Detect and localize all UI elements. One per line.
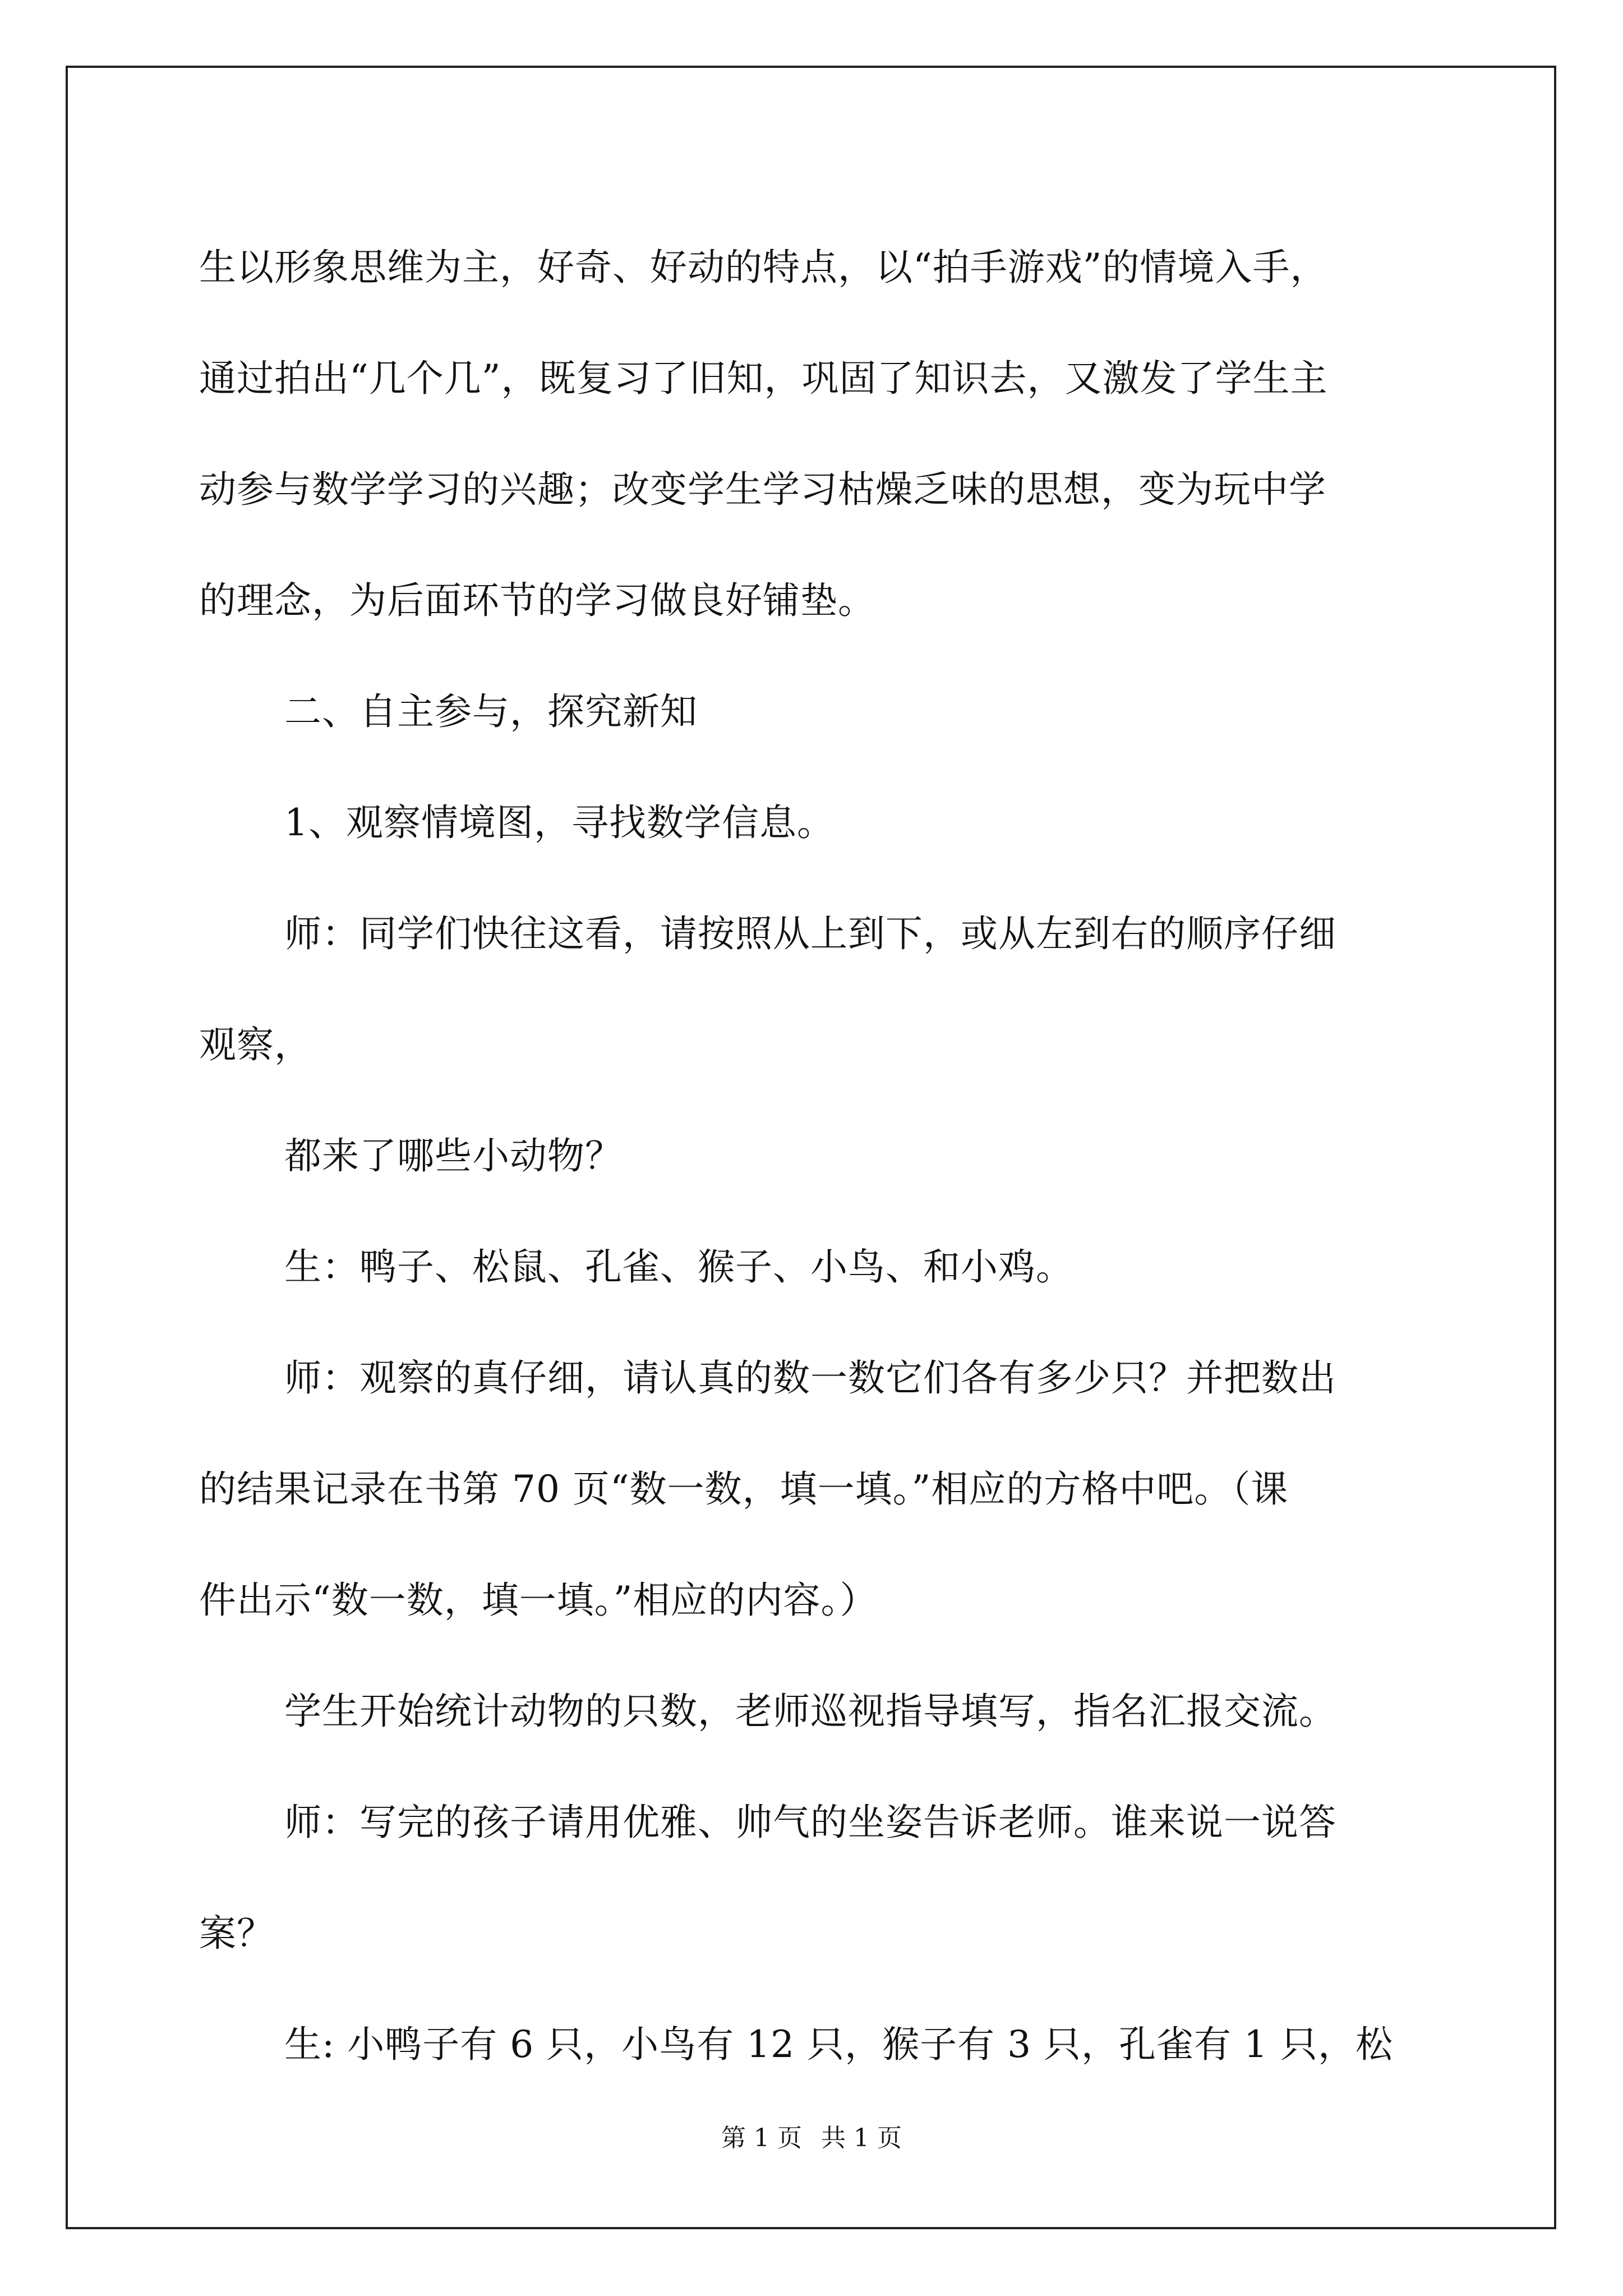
text-line: 师：写完的孩子请用优雅、帅气的坐姿告诉老师。谁来说一说答	[284, 1801, 1336, 1844]
text-line: 的结果记录在书第 70 页“数一数，填一填。”相应的方格中吧。（课	[199, 1467, 1289, 1511]
text-line: 师：观察的真仔细，请认真的数一数它们各有多少只？并把数出	[284, 1356, 1336, 1400]
section-heading: 二、自主参与，探究新知	[284, 690, 698, 733]
document-body	[199, 212, 1433, 2100]
text-line: 通过拍出“几个几”，既复习了旧知，巩固了知识去，又激发了学生主	[199, 357, 1328, 400]
text-line: 生: 小鸭子有 6 只，小鸟有 12 只，猴子有 3 只，孔雀有 1 只，松	[284, 2023, 1394, 2066]
text-line: 生：鸭子、松鼠、孔雀、猴子、小鸟、和小鸡。	[284, 1245, 1073, 1289]
text-line: 动参与数学学习的兴趣；改变学生学习枯燥乏味的思想，变为玩中学	[199, 468, 1326, 511]
text-line: 的理念，为后面环节的学习做良好铺垫。	[199, 579, 875, 622]
text-line: 生以形象思维为主，好奇、好动的特点，以“拍手游戏”的情境入手，	[199, 246, 1328, 289]
subsection-heading: 1、观察情境图，寻找数学信息。	[284, 801, 834, 844]
page-number: 第 1 页	[721, 2124, 802, 2152]
text-line: 都来了哪些小动物？	[284, 1134, 623, 1177]
page-total: 共 1 页	[821, 2124, 902, 2152]
text-line: 观察，	[199, 1023, 312, 1066]
text-line: 件出示“数一数，填一填。”相应的内容。）	[199, 1579, 878, 1622]
text-line: 师：同学们快往这看，请按照从上到下，或从左到右的顺序仔细	[284, 912, 1336, 955]
page-footer	[0, 2122, 1623, 2155]
text-line: 学生开始统计动物的只数，老师巡视指导填写，指名汇报交流。	[284, 1690, 1336, 1733]
text-line: 案？	[199, 1912, 274, 1955]
